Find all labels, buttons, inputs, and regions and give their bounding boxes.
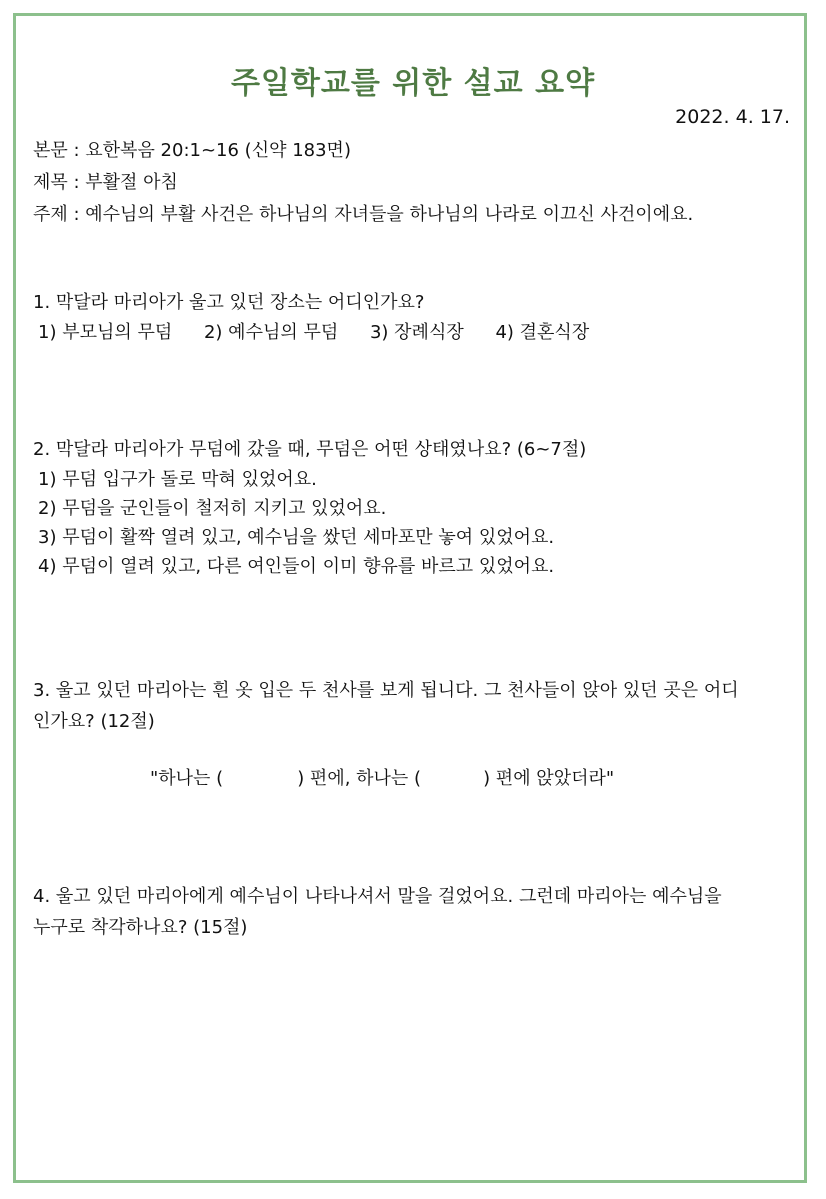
q1-option-1: 1) 부모님의 무덤 — [38, 322, 173, 343]
quote-part-2: ) 편에, 하나는 ( — [297, 768, 422, 789]
q1-option-4: 4) 결혼식장 — [495, 322, 590, 343]
question-2: 2. 막달라 마리아가 무덤에 갔을 때, 무덤은 어떤 상태였나요? (6~7절) — [33, 439, 587, 460]
q1-option-2: 2) 예수님의 무덤 — [203, 322, 339, 343]
question-3-line-1: 3. 울고 있던 마리아는 흰 옷 입은 두 천사를 보게 됩니다. 그 천사들이 앉아 있던 곳은 어디 — [33, 680, 739, 701]
document-title: 주일학교를 위한 설교 요약 — [230, 66, 596, 101]
question-4-line-2: 누구로 착각하나요? (15절) — [33, 917, 248, 938]
q2-option-2: 2) 무덤을 군인들이 철저히 지키고 있었어요. — [38, 498, 387, 519]
theme-line: 주제 : 예수님의 부활 사건은 하나님의 자녀들을 하나님의 나라로 이끄신 사건이에요. — [33, 204, 694, 225]
document-date: 2022. 4. 17. — [675, 106, 790, 128]
sermon-title-line: 제목 : 부활절 아침 — [33, 172, 178, 193]
q1-option-3: 3) 장례식장 — [369, 322, 464, 343]
quote-part-3: ) 편에 앉았더라" — [483, 768, 615, 789]
scripture-line: 본문 : 요한복음 20:1~16 (신약 183면) — [33, 140, 351, 161]
q2-option-3: 3) 무덤이 활짝 열려 있고, 예수님을 쌌던 세마포만 놓여 있었어요. — [38, 527, 555, 548]
question-3-line-2: 인가요? (12절) — [33, 711, 155, 732]
question-4-line-1: 4. 울고 있던 마리아에게 예수님이 나타나셔서 말을 걸었어요. 그런데 마리아는 예수님을 — [33, 886, 722, 907]
question-3-fill-in-quote — [150, 764, 614, 790]
question-1: 1. 막달라 마리아가 울고 있던 장소는 어디인가요? — [33, 292, 425, 313]
quote-part-1: "하나는 ( — [150, 768, 224, 789]
q2-option-1: 1) 무덤 입구가 돌로 막혀 있었어요. — [38, 469, 317, 490]
q2-option-4: 4) 무덤이 열려 있고, 다른 여인들이 이미 향유를 바르고 있었어요. — [38, 556, 555, 577]
question-1-options — [38, 318, 615, 344]
